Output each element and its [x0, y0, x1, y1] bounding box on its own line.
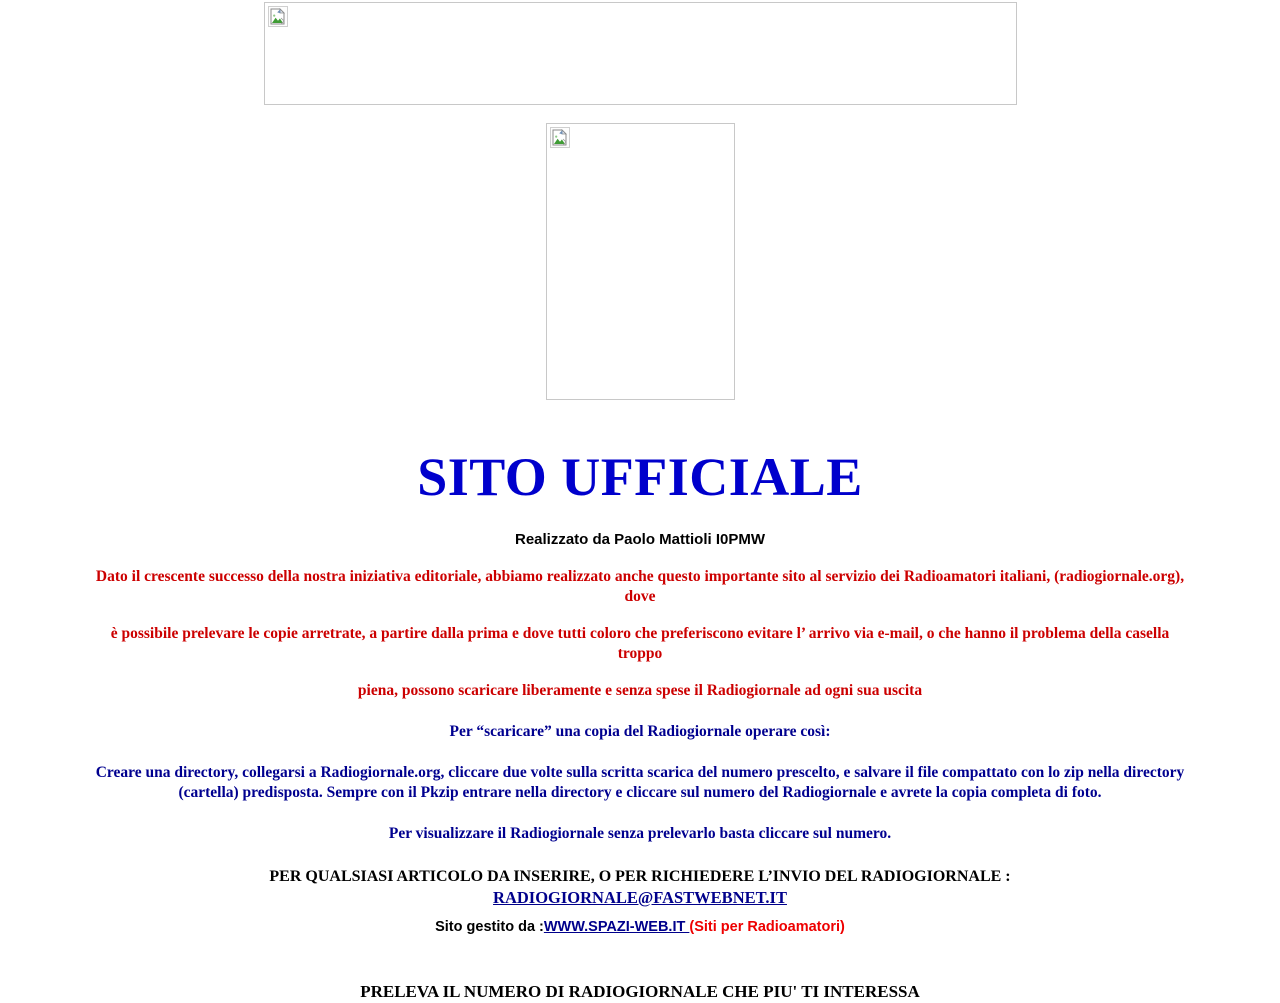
- download-instructions: Creare una directory, collegarsi a Radiogiornale.org, cliccare due volte sulla scritta scarica del numero prescelto, e salvare il file compattato con lo zip nella directory (cartella) predisposta. Sempre con il Pkzip entrare nella directory e cliccare sul numero del Radiogiornale e avrete la copia completa di foto.: [95, 764, 1185, 801]
- main-content: [0, 420, 1280, 1003]
- broken-image-icon: [550, 127, 570, 148]
- spazi-web-link[interactable]: WWW.SPAZI-WEB.IT: [543, 919, 690, 935]
- intro-paragraph-line-1: Dato il crescente successo della nostra iniziativa editoriale, abbiamo realizzato anche questo importante sito al servizio dei Radioamatori italiani, (radiogiornale.org), dove: [95, 568, 1185, 605]
- download-heading: Per “scaricare” una copia del Radiogiornale operare così:: [449, 723, 831, 740]
- intro-paragraph-line-3: piena, possono scaricare liberamente e senza spese il Radiogiornale ad ogni sua uscita: [357, 682, 923, 699]
- managed-by-note: (Siti per Radioamatori): [689, 919, 845, 935]
- page-title: SITO UFFICIALE: [417, 447, 863, 507]
- site-managed-by-line: [0, 917, 1280, 937]
- intro-paragraph-line-2: è possibile prelevare le copie arretrate, a partire dalla prima e dove tutti coloro che preferiscono evitare l’ arrivo via e-mail, o che hanno il problema della casella troppo: [110, 625, 1170, 662]
- email-line: [0, 887, 1280, 909]
- email-link[interactable]: RADIOGIORNALE@FASTWEBNET.IT: [493, 888, 787, 907]
- footer-heading: PRELEVA IL NUMERO DI RADIOGIORNALE CHE PIU' TI INTERESSA: [360, 982, 920, 1001]
- banner-image-placeholder: [264, 2, 1017, 105]
- broken-image-icon: [268, 6, 288, 27]
- view-online-note: Per visualizzare il Radiogiornale senza prelevarlo basta cliccare sul numero.: [388, 825, 892, 842]
- contact-instructions: PER QUALSIASI ARTICOLO DA INSERIRE, O PER RICHIEDERE L’INVIO DEL RADIOGIORNALE :: [269, 868, 1011, 885]
- author-byline: Realizzato da Paolo Mattioli I0PMW: [514, 531, 766, 548]
- cover-image-placeholder: [546, 123, 735, 400]
- managed-by-label: Sito gestito da :: [435, 919, 544, 935]
